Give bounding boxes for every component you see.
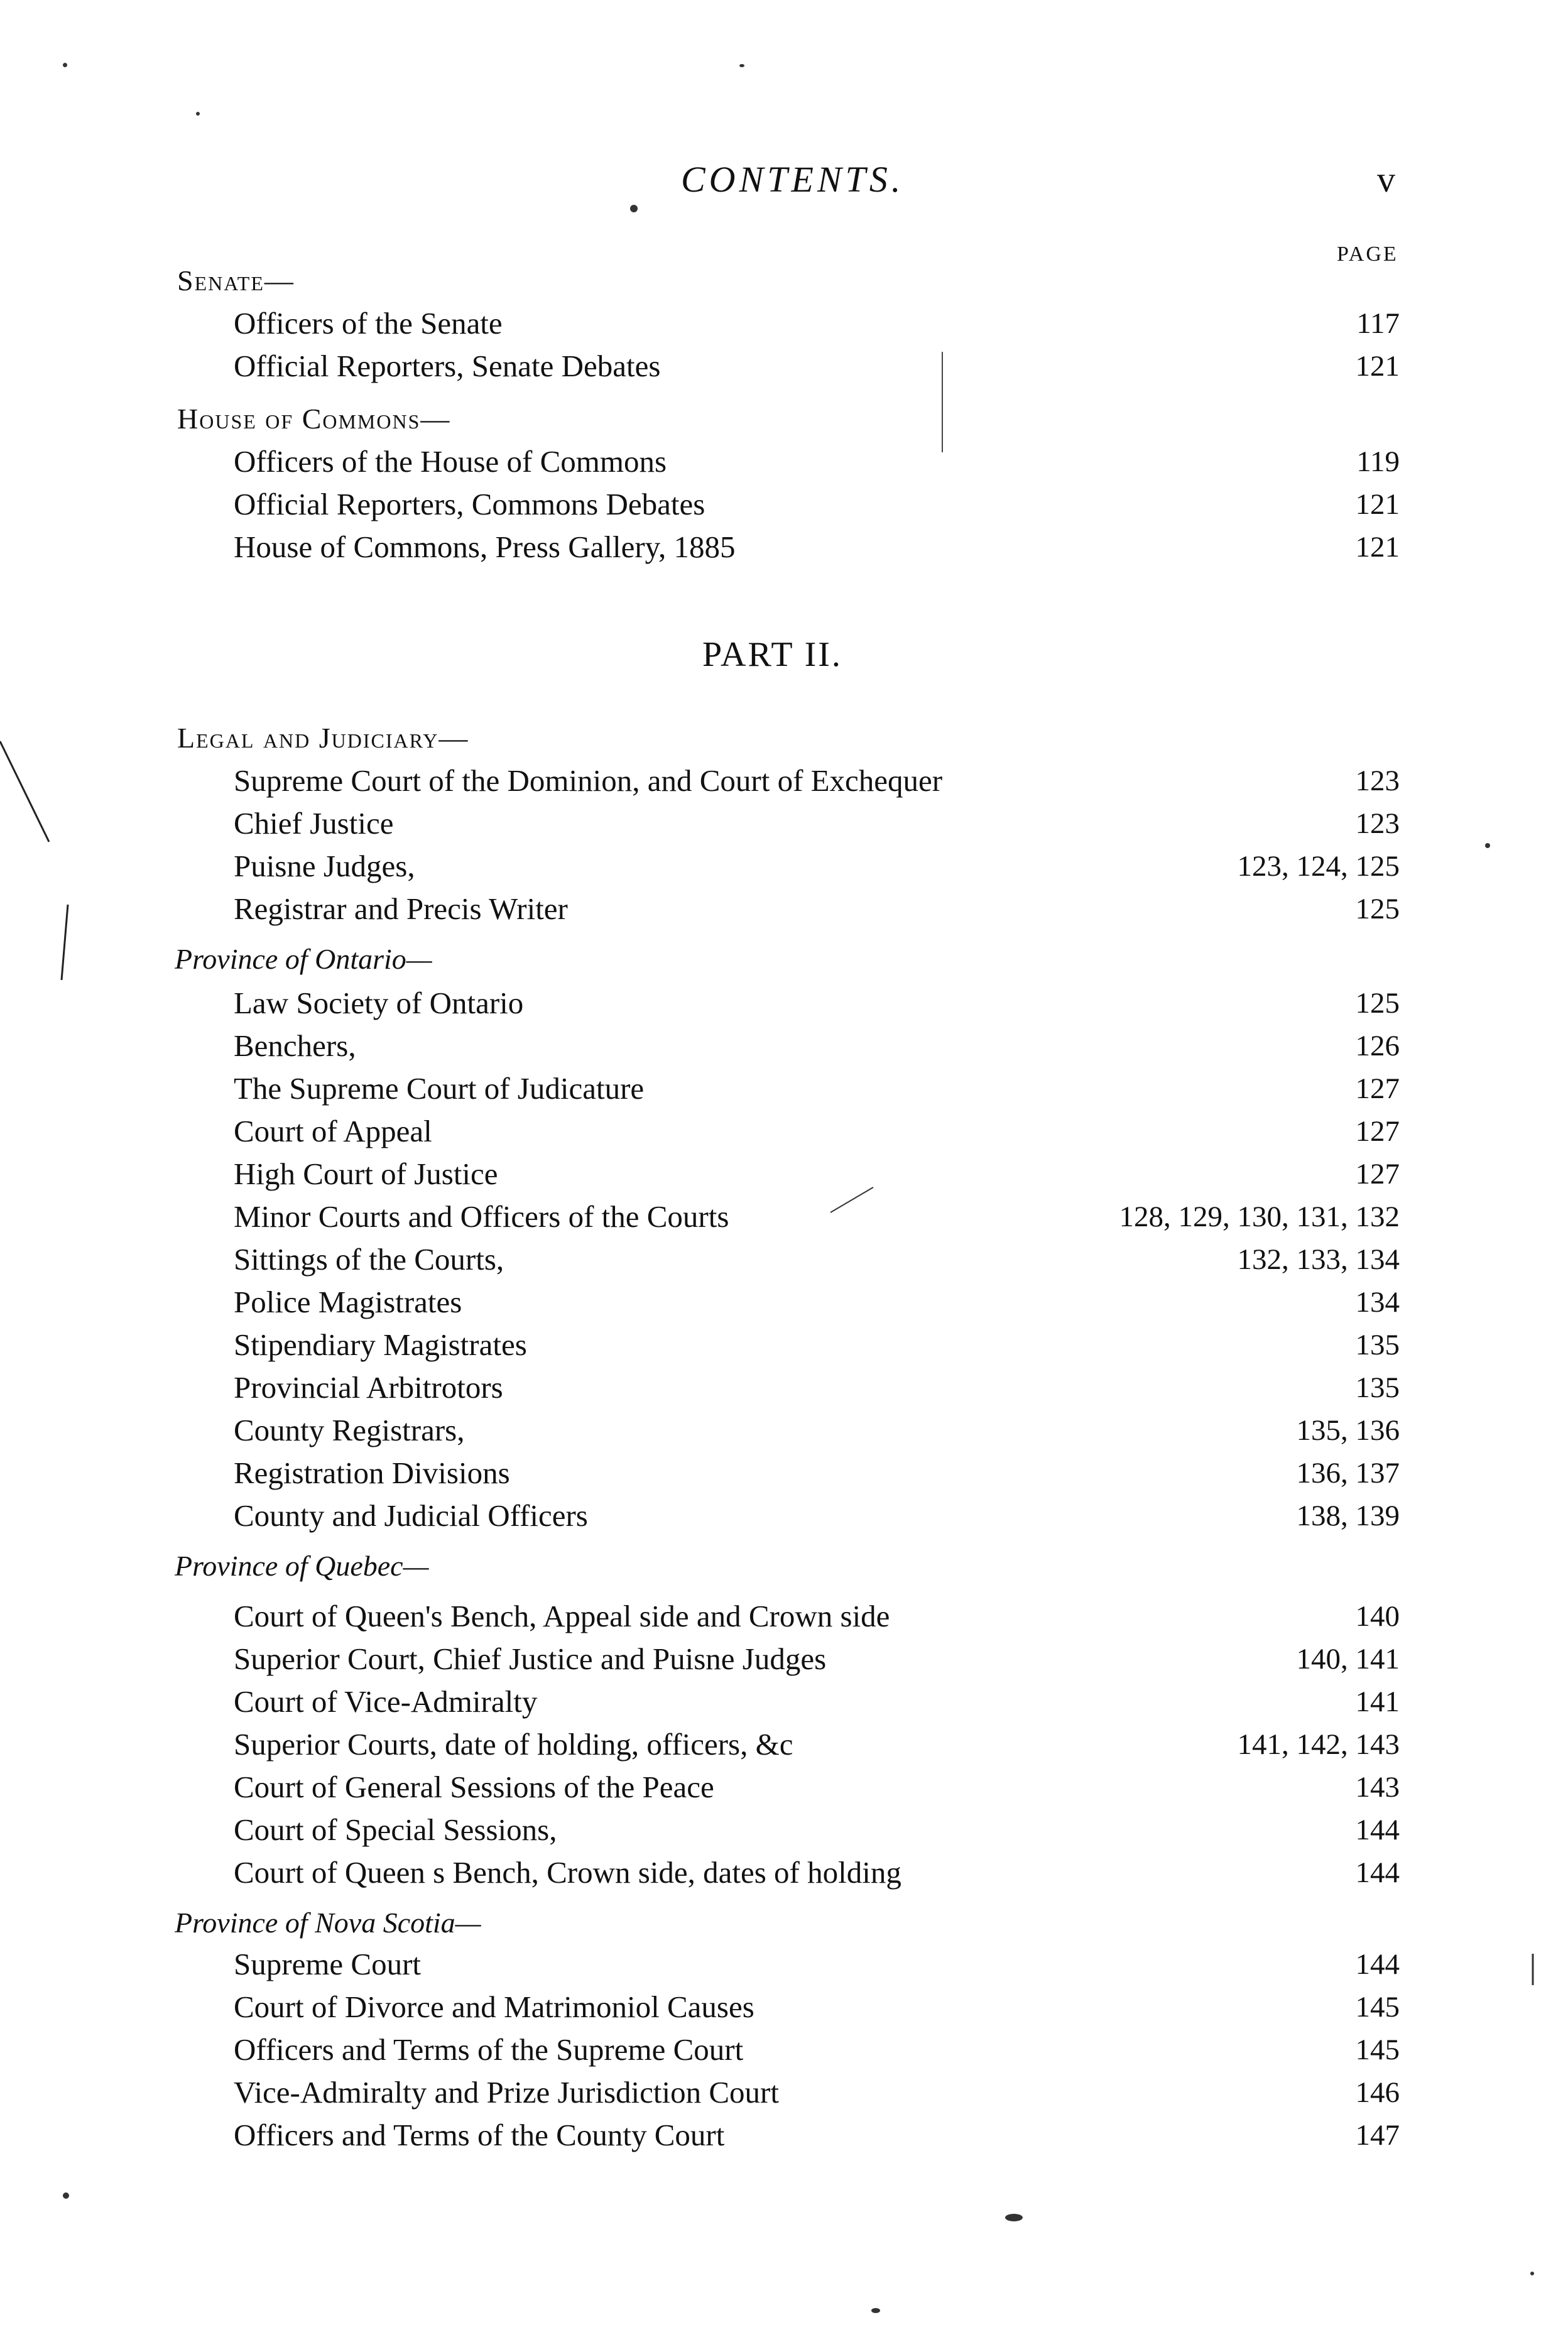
section-heading-commons: House of Commons— <box>177 403 451 435</box>
toc-entry-label: House of Commons, Press Gallery, 1885 <box>234 530 736 564</box>
toc-row <box>234 529 1400 569</box>
toc-entry-page: 146 <box>1355 2076 1400 2109</box>
toc-row <box>234 1156 1400 1196</box>
toc-row <box>234 305 1400 346</box>
toc-entry-label: County and Judicial Officers <box>234 1498 588 1533</box>
toc-row <box>234 444 1400 484</box>
scan-speck <box>739 64 744 67</box>
toc-entry-label: Officers and Terms of the County Court <box>234 2118 725 2152</box>
toc-entry-label: Benchers, <box>234 1028 356 1063</box>
toc-row <box>234 1241 1400 1282</box>
toc-entry-page: 117 <box>1356 307 1400 340</box>
toc-row <box>234 348 1400 388</box>
toc-entry-label: Court of Special Sessions, <box>234 1812 557 1847</box>
toc-entry-label: Supreme Court <box>234 1947 422 1981</box>
toc-entry-label: Court of Queen s Bench, Crown side, dates of holding <box>234 1855 901 1890</box>
toc-entry-label: Superior Courts, date of holding, officers, &c <box>234 1727 793 1762</box>
toc-entry-page: 138, 139 <box>1296 1500 1400 1532</box>
toc-entry-page: 140 <box>1355 1600 1400 1633</box>
toc-entry-page: 128, 129, 130, 131, 132 <box>1119 1201 1400 1233</box>
contents-heading: CONTENTS. <box>681 159 905 200</box>
toc-entry-label: High Court of Justice <box>234 1157 498 1191</box>
province-heading-ontario: Province of Ontario— <box>175 943 432 975</box>
toc-entry-label: Officers and Terms of the Supreme Court <box>234 2032 744 2067</box>
toc-row <box>234 486 1400 526</box>
scan-speck <box>1485 843 1490 848</box>
toc-entry-page: 145 <box>1355 2034 1400 2066</box>
toc-row <box>234 1455 1400 1495</box>
toc-row <box>234 1726 1400 1767</box>
toc-entry-label: Supreme Court of the Dominion, and Court of Exchequer <box>234 763 943 798</box>
toc-entry-label: Law Society of Ontario <box>234 986 524 1020</box>
scan-stroke <box>0 741 49 842</box>
toc-row <box>234 1370 1400 1410</box>
toc-row <box>234 2032 1400 2072</box>
toc-row <box>234 1113 1400 1153</box>
toc-entry-label: Provincial Arbitrotors <box>234 1370 503 1405</box>
toc-row <box>234 1498 1400 1538</box>
toc-entry-label: Officers of the House of Commons <box>234 444 667 479</box>
toc-entry-label: Registrar and Precis Writer <box>234 891 568 926</box>
toc-row <box>234 1946 1400 1986</box>
scan-speck <box>63 2192 69 2199</box>
toc-entry-page: 123 <box>1355 765 1400 797</box>
toc-entry-label: Minor Courts and Officers of the Courts <box>234 1199 729 1234</box>
scan-stroke <box>62 905 68 980</box>
toc-entry-page: 125 <box>1355 987 1400 1020</box>
toc-row <box>234 1327 1400 1367</box>
toc-row <box>234 805 1400 846</box>
toc-entry-page: 119 <box>1356 445 1400 478</box>
toc-row <box>234 1812 1400 1852</box>
page-number: v <box>1377 159 1395 200</box>
toc-entry-label: County Registrars, <box>234 1413 465 1447</box>
toc-row <box>234 763 1400 803</box>
toc-entry-page: 121 <box>1355 531 1400 564</box>
toc-entry-page: 121 <box>1355 350 1400 383</box>
toc-entry-label: Registration Divisions <box>234 1456 510 1490</box>
toc-entry-page: 126 <box>1355 1030 1400 1062</box>
toc-entry-label: Superior Court, Chief Justice and Puisne Judges <box>234 1642 827 1676</box>
toc-entry-page: 145 <box>1355 1991 1400 2023</box>
toc-entry-page: 141 <box>1355 1685 1400 1718</box>
toc-entry-page: 123, 124, 125 <box>1237 850 1400 883</box>
toc-row <box>234 1769 1400 1809</box>
toc-entry-page: 134 <box>1355 1286 1400 1319</box>
toc-entry-label: Chief Justice <box>234 806 394 841</box>
toc-entry-label: Court of Vice-Admiralty <box>234 1684 538 1719</box>
toc-entry-page: 144 <box>1355 1814 1400 1846</box>
toc-entry-page: 123 <box>1355 807 1400 840</box>
toc-row <box>234 1199 1400 1239</box>
toc-row <box>234 1070 1400 1111</box>
scan-speck <box>63 63 67 67</box>
toc-entry-page: 136, 137 <box>1296 1457 1400 1489</box>
toc-entry-page: 135, 136 <box>1296 1414 1400 1447</box>
toc-row <box>234 1284 1400 1324</box>
toc-row <box>234 891 1400 931</box>
scan-speck <box>196 112 200 116</box>
toc-entry-page: 140, 141 <box>1296 1643 1400 1675</box>
toc-entry-label: Vice-Admiralty and Prize Jurisdiction Court <box>234 2075 779 2110</box>
scan-speck <box>1530 2272 1534 2275</box>
toc-entry-label: Court of Queen's Bench, Appeal side and Crown side <box>234 1599 890 1633</box>
toc-row <box>234 1028 1400 1068</box>
toc-entry-page: 132, 133, 134 <box>1237 1243 1400 1276</box>
toc-row <box>234 1684 1400 1724</box>
toc-entry-page: 135 <box>1355 1371 1400 1404</box>
toc-entry-page: 144 <box>1355 1856 1400 1889</box>
toc-entry-page: 144 <box>1355 1948 1400 1981</box>
province-heading-nova-scotia: Province of Nova Scotia— <box>175 1907 481 1939</box>
toc-entry-label: Sittings of the Courts, <box>234 1242 504 1277</box>
toc-entry-label: Stipendiary Magistrates <box>234 1327 527 1362</box>
toc-entry-page: 125 <box>1355 893 1400 925</box>
toc-entry-page: 127 <box>1355 1115 1400 1148</box>
toc-entry-label: Police Magistrates <box>234 1285 462 1319</box>
toc-entry-label: The Supreme Court of Judicature <box>234 1071 645 1106</box>
toc-entry-page: 121 <box>1355 488 1400 521</box>
toc-row <box>234 2117 1400 2157</box>
toc-entry-page: 127 <box>1355 1158 1400 1190</box>
toc-entry-page: 143 <box>1355 1771 1400 1804</box>
toc-row <box>234 1412 1400 1452</box>
toc-entry-label: Puisne Judges, <box>234 849 415 883</box>
toc-entry-label: Court of Appeal <box>234 1114 432 1148</box>
toc-row <box>234 2074 1400 2115</box>
section-heading-legal: Legal and Judiciary— <box>177 722 469 754</box>
toc-entry-label: Officers of the Senate <box>234 306 503 340</box>
toc-entry-page: 147 <box>1355 2119 1400 2152</box>
province-heading-quebec: Province of Quebec— <box>175 1550 429 1582</box>
part-title: PART II. <box>702 635 842 674</box>
toc-row <box>234 848 1400 888</box>
toc-entry-page: 141, 142, 143 <box>1237 1728 1400 1761</box>
scan-speck <box>1005 2214 1023 2221</box>
scan-speck <box>871 2308 880 2313</box>
toc-entry-label: Court of General Sessions of the Peace <box>234 1770 714 1804</box>
toc-entry-label: Official Reporters, Senate Debates <box>234 349 661 383</box>
page-column-label: PAGE <box>1337 242 1398 266</box>
toc-row <box>234 1641 1400 1681</box>
toc-row <box>234 1598 1400 1638</box>
toc-entry-label: Official Reporters, Commons Debates <box>234 487 705 521</box>
toc-row <box>234 1854 1400 1895</box>
toc-row <box>234 1989 1400 2029</box>
toc-row <box>234 985 1400 1025</box>
toc-entry-page: 127 <box>1355 1072 1400 1105</box>
scan-speck <box>630 205 638 212</box>
section-heading-senate: Senate— <box>177 264 295 297</box>
toc-entry-label: Court of Divorce and Matrimoniol Causes <box>234 1990 754 2024</box>
toc-entry-page: 135 <box>1355 1329 1400 1361</box>
